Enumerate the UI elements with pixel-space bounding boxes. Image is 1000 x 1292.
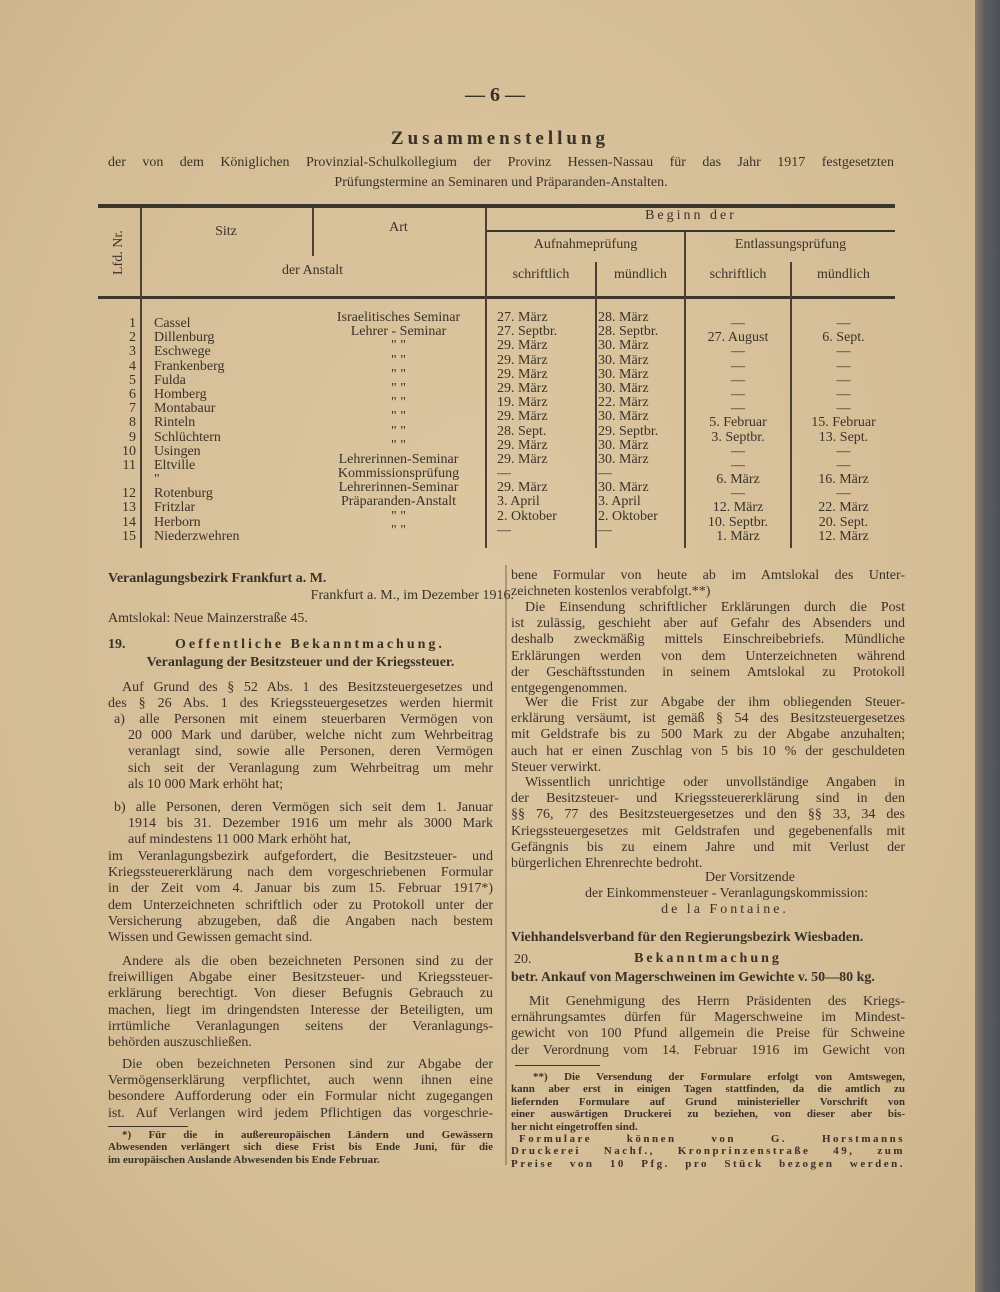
text-line: des § 26 Abs. 1 des Kriegssteuergesetzes werden hiermit: [108, 696, 493, 712]
table-cell: —: [731, 401, 745, 417]
table-cell: —: [731, 457, 745, 473]
table-cell: 20. Sept.: [818, 514, 869, 530]
text-line: kann aber erst in einigen Tagen stattfinden, da die amtlich zu: [511, 1083, 905, 1096]
text-line: sich seit der Veranlagung zum Wehrbeitrag um mehr: [128, 760, 493, 776]
column-entlassung-schriftlich: [686, 317, 790, 544]
table-cell: 30. März: [598, 480, 649, 496]
table-cell: Montabaur: [154, 401, 216, 417]
text-line: veranlagt sind, sowie alle Personen, deren Vermögen: [128, 744, 493, 760]
text-line: der Besitzsteuer- und Kriegssteuererklärung sind in den: [511, 791, 905, 807]
table-cell: 27. August: [707, 330, 769, 346]
text-line: der Geschäftsstunden in seinem Amtslokal zu Protokoll: [511, 664, 905, 680]
table-cell: —: [497, 466, 511, 482]
notice-number: 20.: [514, 952, 532, 967]
subtitle-line-1: der von dem Königlichen Provinzial-Schulkollegium der Provinz Hessen-Nassau für das Jahr 1917 festgesetzten: [108, 155, 894, 170]
table-cell: —: [598, 522, 612, 538]
table-cell: 13. Sept.: [818, 429, 869, 445]
table-cell: —: [731, 486, 745, 502]
table-cell: Lehrer - Seminar: [350, 324, 447, 340]
header-aufnahme-schriftlich: schriftlich: [512, 267, 570, 282]
column-aufnahme-schriftlich: [497, 311, 592, 538]
table-cell: 4: [129, 358, 136, 374]
table-cell: 1. März: [716, 528, 760, 544]
text-line: Abwesenden verlängert sich diese Frist bis Ende Juni, für die: [108, 1141, 493, 1154]
table-cell: 2. Oktober: [598, 508, 658, 524]
table-cell: —: [731, 372, 745, 388]
table-cell: 29. März: [497, 409, 548, 425]
text-line: her nicht eingetroffen sind.: [511, 1120, 638, 1133]
column-aufnahme-muendlich: [598, 311, 682, 538]
table-cell: —: [836, 344, 851, 360]
subtitle-line-2: Prüfungstermine an Seminaren und Präparanden-Anstalten.: [334, 175, 668, 190]
column-entlassung-muendlich: [792, 317, 895, 544]
text-line: Auf Grund des § 52 Abs. 1 des Besitzsteuergesetzes und: [122, 680, 493, 695]
paragraph: [108, 680, 493, 712]
table-cell: Schlüchtern: [154, 429, 221, 445]
list-item-b: [114, 800, 493, 849]
notice-subheading: Veranlagung der Besitzsteuer und der Kriegssteuer.: [146, 655, 455, 670]
table-cell: Lehrerinnen-Seminar: [338, 480, 459, 496]
text-line: machen, liegt im dringendsten Interesse der Beteiligten, um: [108, 1002, 493, 1018]
text-line: freiwilligen Abgabe einer Besitzsteuer- und Kriegssteuer-: [108, 970, 493, 986]
text-line: Formulare können von G. Horstmanns: [519, 1133, 905, 1145]
table-cell: Niederzwehren: [154, 528, 240, 544]
text-line: zeichneten kostenlos verabfolgt.**): [511, 584, 711, 600]
table-cell: —: [836, 401, 851, 417]
text-line: bene Formular von heute ab im Amtslokal des Unter-: [511, 568, 905, 583]
col-divider: [485, 208, 487, 548]
table-cell: 2. Oktober: [497, 508, 557, 524]
text-line: bürgerlichen Ehrenrechte bedroht.: [511, 855, 703, 871]
table-cell: Lehrerinnen-Seminar: [338, 451, 459, 467]
text-line: behörden auszuschließen.: [108, 1034, 252, 1050]
text-line: 1914 bis 31. Dezember 1916 um mehr als 3000 Mark: [128, 816, 493, 832]
col-divider: [140, 208, 142, 548]
paragraph: [108, 849, 493, 946]
column-art: [312, 311, 485, 538]
text-line: Andere als die oben bezeichneten Personen sind zu der: [122, 954, 493, 969]
table-cell: Homberg: [154, 386, 207, 402]
table-cell: 29. März: [497, 338, 548, 354]
header-entlassung-schriftlich: schriftlich: [709, 267, 767, 282]
text-line: Wissen und Gewissen gemacht sind.: [108, 929, 313, 945]
text-line: Versicherung abzugeben, daß die Angaben nach bestem: [108, 913, 493, 929]
header-beginn: Beginn der: [645, 208, 737, 223]
table-cell: Cassel: [154, 316, 191, 331]
text-line: ist. Auf Verlangen wird jedem Pflichtigen das vorgeschrie-: [108, 1105, 493, 1121]
verband-heading: Viehhandelsverband für den Regierungsbezirk Wiesbaden.: [511, 930, 864, 945]
text-line: als 10 000 Mark erhöht hat;: [128, 776, 284, 792]
table-cell: 15: [122, 528, 136, 544]
table-cell: 5. Februar: [709, 415, 767, 431]
table-cell: 22. März: [598, 395, 649, 411]
paragraph: [511, 695, 905, 776]
page-number: — 6 —: [465, 84, 525, 106]
paragraph: [108, 954, 493, 1051]
table-cell: 30. März: [598, 338, 649, 354]
table-cell: " ": [391, 338, 406, 354]
paragraph: [511, 775, 905, 872]
table-cell: —: [836, 457, 851, 473]
table-cell: 29. Septbr.: [598, 423, 659, 439]
text-line: Druckerei Nachf., Kronprinzenstraße 49, zum: [511, 1145, 905, 1158]
text-line: Die Einsendung schriftlicher Erklärungen durch die Post: [525, 600, 905, 615]
text-line: erklärung berechtigt. Von dieser Befugnis Gebrauch zu: [108, 986, 493, 1002]
footnote-rule: [108, 1126, 188, 1127]
table-cell: 15. Februar: [811, 415, 876, 431]
text-line: im europäischen Auslande Abwesenden bis Ende Februar.: [108, 1153, 380, 1166]
bezirk-heading: Veranlagungsbezirk Frankfurt a. M.: [108, 571, 327, 586]
table-cell: Herborn: [154, 514, 201, 530]
text-line: Kriegssteuergesetzes mit Geldstrafen und gegebenenfalls mit: [511, 823, 905, 839]
table-cell: —: [836, 316, 851, 331]
table-header-rule: [98, 296, 895, 299]
table-cell: —: [836, 386, 851, 402]
text-line: *) Für die in außereuropäischen Ländern und Gewässern: [122, 1129, 493, 1141]
table-cell: —: [731, 344, 745, 360]
table-cell: " ": [391, 522, 406, 538]
notice-heading: Oeffentliche Bekanntmachung.: [175, 637, 445, 652]
text-line: §§ 76, 77 des Besitzsteuergesetzes und den §§ 33, 34 des: [511, 807, 905, 823]
text-line: deshalb zweckmäßig mittels Einschreibebriefs. Mündliche: [511, 632, 905, 648]
text-line: mit Geldstrafe bis zu 500 Mark zu der Abgabe anzuhalten;: [511, 727, 905, 743]
table-cell: 5: [129, 372, 136, 388]
table-cell: Fulda: [154, 372, 186, 388]
table-cell: —: [836, 443, 851, 459]
table-cell: 3. Septbr.: [711, 429, 765, 445]
table-cell: 6. März: [716, 472, 760, 488]
text-line: Vermögenserklärung verpflichtet, auch wenn ihnen eine: [108, 1073, 493, 1089]
table-cell: Präparanden-Anstalt: [340, 494, 457, 510]
text-line: gewicht von 100 Pfund allgemein die Preise für Schweine: [511, 1026, 905, 1042]
table-cell: " ": [391, 437, 406, 453]
paragraph: [511, 994, 905, 1059]
header-aufnahme-muendlich: mündlich: [614, 267, 667, 282]
table-cell: Kommissionsprüfung: [337, 466, 460, 482]
text-line: Preise von 10 Pfg. pro Stück bezogen werden.: [511, 1157, 905, 1170]
table-cell: 3. April: [598, 494, 641, 510]
notice-subheading: betr. Ankauf von Magerschweinen im Gewichte v. 50—80 kg.: [511, 970, 875, 985]
table-cell: 2: [129, 330, 136, 346]
table-cell: Frankenberg: [154, 358, 225, 374]
scanner-edge: [975, 0, 1000, 1292]
beginn-rule: [487, 230, 895, 232]
table-cell: 30. März: [598, 437, 649, 453]
dateline: Frankfurt a. M., im Dezember 1916.: [310, 588, 514, 603]
table-cell: 11: [122, 457, 136, 473]
text-line: Gefängnis bis zu einem Jahre und mit Verlust der: [511, 839, 905, 855]
table-cell: 8: [129, 415, 136, 431]
text-line: auf mindestens 11 000 Mark erhöht hat,: [128, 832, 352, 848]
text-line: dem Unterzeichneten schriftlich oder zu Protokoll unter der: [108, 897, 493, 913]
text-line: a) alle Personen mit einem steuerbaren Vermögen von: [114, 712, 493, 727]
table-cell: " ": [391, 366, 406, 382]
footnote: [511, 1133, 905, 1170]
table-cell: —: [731, 316, 745, 331]
paragraph: [511, 600, 905, 697]
column-sitz: [154, 317, 304, 544]
table-cell: 29. März: [497, 480, 548, 496]
table-cell: 28. März: [598, 310, 649, 325]
header-der-anstalt: der Anstalt: [281, 263, 344, 278]
header-entlassung-muendlich: mündlich: [817, 267, 870, 282]
table-cell: 12. März: [712, 500, 764, 516]
table-cell: 29. März: [497, 366, 548, 382]
table-cell: Usingen: [154, 443, 201, 459]
signer-org: der Einkommensteuer - Veranlagungskommission:: [585, 886, 869, 901]
header-sitz: Sitz: [215, 224, 237, 239]
notice-heading: Bekanntmachung: [634, 951, 782, 966]
text-line: erklärung versäumt, ist gemäß § 54 des Besitzsteuergesetzes: [511, 711, 905, 727]
table-cell: —: [836, 372, 851, 388]
table-cell: 30. März: [598, 366, 649, 382]
table-cell: —: [731, 358, 745, 374]
table-cell: " ": [391, 409, 406, 425]
signer-title: Der Vorsitzende: [704, 870, 796, 885]
header-entlassung: Entlassungsprüfung: [734, 237, 847, 252]
table-cell: Fritzlar: [154, 500, 196, 516]
footnote: [511, 1071, 905, 1133]
text-line: im Veranlagungsbezirk aufgefordert, die Besitzsteuer- und: [108, 849, 493, 864]
table-cell: 3: [129, 344, 136, 360]
table-cell: Dillenburg: [154, 330, 215, 346]
text-line: in der Zeit vom 4. Januar bis zum 15. Februar 1917*): [108, 881, 493, 897]
table-cell: 12: [122, 486, 136, 502]
table-cell: 6: [129, 386, 136, 402]
table-cell: 1: [129, 316, 136, 331]
table-cell: 28. Septbr.: [598, 324, 659, 340]
text-line: Mit Genehmigung des Herrn Präsidenten des Kriegs-: [529, 994, 905, 1009]
page-title: Zusammenstellung: [390, 128, 610, 149]
table-cell: 30. März: [598, 451, 649, 467]
table-cell: 3. April: [497, 494, 540, 510]
text-line: irrtümliche Veranlagungen seitens der Veranlagungs-: [108, 1018, 493, 1034]
table-cell: 14: [122, 514, 136, 530]
signer-name: de la Fontaine.: [661, 902, 789, 917]
text-line: besondere Aufforderung oder ein Formular nicht zugegangen: [108, 1089, 493, 1105]
table-cell: 13: [122, 500, 136, 516]
text-line: Die oben bezeichneten Personen sind zur Abgabe der: [122, 1057, 493, 1072]
amtslokal: Amtslokal: Neue Mainzerstraße 45.: [108, 611, 308, 626]
table-cell: 19. März: [497, 395, 548, 411]
notice-number: 19.: [108, 637, 126, 652]
table-cell: —: [497, 522, 511, 538]
header-art: Art: [389, 220, 408, 235]
table-cell: 29. März: [497, 380, 548, 396]
text-line: auch hat er einen Zuschlag von 5 bis 10 % der geschuldeten: [511, 743, 905, 759]
table-cell: " ": [391, 423, 406, 439]
text-line: **) Die Versendung der Formulare erfolgt von Amtswegen,: [533, 1071, 905, 1083]
list-item-a: [114, 712, 493, 793]
table-cell: 28. Sept.: [497, 423, 547, 439]
column-nr: [100, 317, 136, 544]
text-line: Wer die Frist zur Abgabe der ihm obliegenden Steuer-: [525, 695, 905, 710]
table-cell: ": [154, 472, 160, 488]
table-cell: —: [836, 358, 851, 374]
table-cell: 27. Septbr.: [497, 324, 558, 340]
footnote: [108, 1129, 493, 1166]
table-cell: 29. März: [497, 451, 548, 467]
table-cell: " ": [391, 380, 406, 396]
table-cell: —: [731, 443, 745, 459]
table-cell: 9: [129, 429, 136, 445]
text-line: Kriegssteuererklärung nach dem vorgeschriebenen Formular: [108, 865, 493, 881]
table-cell: Eltville: [154, 457, 196, 473]
table-cell: " ": [391, 352, 406, 368]
text-line: 20 000 Mark und darüber, welche nicht zum Wehrbeitrag: [128, 728, 493, 744]
table-cell: 7: [129, 401, 136, 417]
table-cell: 6. Sept.: [822, 330, 865, 346]
text-line: der Verordnung vom 14. Februar 1916 im Gewicht von: [511, 1042, 905, 1058]
table-cell: Rinteln: [154, 415, 196, 431]
table-cell: 12. März: [818, 528, 869, 544]
table-cell: —: [836, 486, 851, 502]
column-divider: [505, 565, 507, 1165]
table-cell: 30. März: [598, 409, 649, 425]
text-line: ernährungsamtes dürfen für Magerschweine im Mindest-: [511, 1010, 905, 1026]
table-cell: " ": [391, 395, 406, 411]
table-cell: 16. März: [818, 472, 869, 488]
text-line: liefernden Formulare auf Grund ministerieller Vorschrift von: [511, 1095, 905, 1108]
text-line: Wissentlich unrichtige oder unvollständige Angaben in: [525, 775, 905, 790]
table-cell: Eschwege: [154, 344, 211, 360]
table-cell: Rotenburg: [154, 486, 213, 502]
table-cell: " ": [391, 508, 406, 524]
table-cell: 22. März: [818, 500, 869, 516]
text-line: einer auswärtigen Druckerei zu beziehen, von dieser aber bis-: [511, 1108, 905, 1121]
text-line: Erklärungen werden von dem Unterzeichneten während: [511, 648, 905, 664]
table-cell: 27. März: [497, 310, 548, 325]
footnote-rule: [515, 1065, 600, 1066]
text-line: b) alle Personen, deren Vermögen sich seit dem 1. Januar: [114, 800, 493, 815]
paragraph: [108, 1057, 493, 1122]
table-cell: —: [731, 386, 745, 402]
table-cell: [100, 473, 136, 487]
text-line: ist zulässig, geschieht aber auf Gefahr des Absenders und: [511, 616, 905, 632]
col-divider: [595, 262, 597, 548]
paragraph: [511, 568, 905, 600]
text-line: entgegengenommen.: [511, 680, 628, 696]
table-cell: Israelitisches Seminar: [336, 310, 461, 325]
header-aufnahme: Aufnahmeprüfung: [533, 237, 638, 252]
table-cell: 30. März: [598, 380, 649, 396]
table-cell: 10: [122, 443, 136, 459]
header-nr: Lfd. Nr.: [111, 230, 126, 275]
table-cell: 30. März: [598, 352, 649, 368]
table-cell: 29. März: [497, 352, 548, 368]
table-cell: —: [598, 466, 612, 482]
table-cell: 10. Septbr.: [707, 514, 769, 530]
text-line: Steuer verwirkt.: [511, 759, 602, 775]
table-cell: 29. März: [497, 437, 548, 453]
